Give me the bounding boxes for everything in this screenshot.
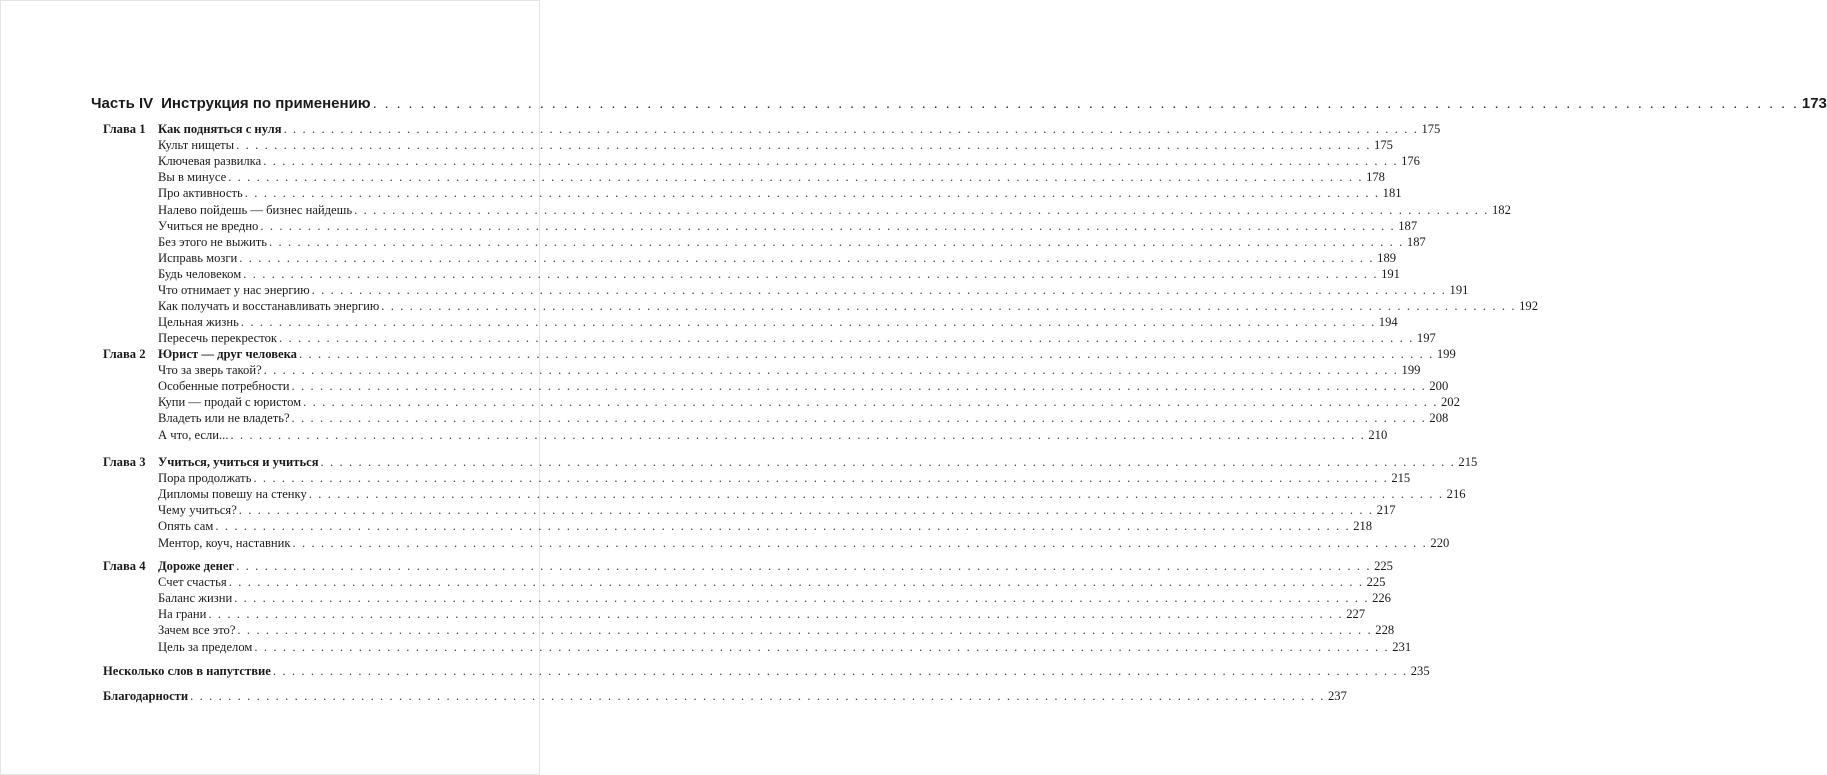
toc-section-entry-page-number: 227: [1346, 607, 1366, 622]
toc-section-entry-page-number: 178: [1366, 170, 1385, 185]
toc-section-entry-page-number: 181: [1382, 186, 1402, 201]
toc-section-entry-page-number: 176: [1401, 154, 1420, 169]
toc-section-entry[interactable]: [158, 606, 1366, 622]
toc-section-entry[interactable]: [158, 137, 1393, 153]
leader-dots: . . . . . . . . . . . . . . . . . . . . . . . . . . . . . . . . . . . . . . . . . . . . . . . . . . . . . . . . . . . . . . . . . . . . . . . . . . . . . . . . . . . . . . . . . . . . . . . . . . . . . . . . . . . . . . . . . . . . . . . .: [236, 559, 1372, 573]
toc-section-entry[interactable]: [158, 330, 1436, 346]
leader-dots: . . . . . . . . . . . . . . . . . . . . . . . . . . . . . . . . . . . . . . . . . . . . . . . . . . . . . . . . . . . . . . . . . . . . . . . . . . . . . . . . . . . . . . . . . . . . . . . . . . . . . . . . . . . . . . . . . . . . . . . .: [244, 186, 1380, 201]
toc-chapter-entry-title: Юрист — друг человека: [158, 347, 297, 361]
toc-section-entry-title: Цель за пределом: [158, 639, 253, 654]
toc-chapter-entry-title: Как подняться с нуля: [158, 122, 282, 136]
toc-section-entry-page-number: 208: [1429, 411, 1449, 426]
leader-dots: . . . . . . . . . . . . . . . . . . . . . . . . . . . . . . . . . . . . . . . . . . . . . . . . . . . . . . . . . . . . . . . . . . . . . . . . . . . . . . . . . . . . . . . . . . . . . . . . . . . . . . . . . . . . . . . . . . . . . . . .: [283, 122, 1419, 136]
toc-section-entry[interactable]: [158, 169, 1385, 185]
toc-chapter-entry[interactable]: [158, 121, 1441, 137]
toc-section-entry-page-number: 191: [1449, 283, 1469, 297]
toc-section-entry[interactable]: [158, 378, 1449, 394]
toc-section-entry-title: Счет счастья: [158, 575, 227, 590]
toc-section-entry[interactable]: [158, 266, 1400, 282]
part-label: Часть IV: [91, 95, 154, 112]
toc-section-entry-title: Будь человеком: [158, 266, 242, 281]
chapter-label: Глава 2: [103, 347, 146, 361]
toc-chapter-entry[interactable]: [158, 558, 1393, 574]
toc-closing-entry[interactable]: [103, 688, 1347, 704]
toc-section-entry[interactable]: [158, 218, 1418, 234]
leader-dots: . . . . . . . . . . . . . . . . . . . . . . . . . . . . . . . . . . . . . . . . . . . . . . . . . . . . . . . . . . . . . . . . . . . . . . . . . . . . . . . . . . . . . . . . . . . . . . . . . . . . . . . . . . . . . . . . . . . . . . . .: [254, 639, 1390, 654]
chapter-label: Глава 3: [103, 455, 146, 469]
toc-section-entry[interactable]: [158, 470, 1411, 486]
toc-section-entry[interactable]: [158, 639, 1412, 655]
toc-section-entry[interactable]: [158, 535, 1450, 551]
toc-closing-entry-page-number: 235: [1410, 664, 1430, 678]
toc-closing-entry[interactable]: [103, 663, 1430, 679]
leader-dots: . . . . . . . . . . . . . . . . . . . . . . . . . . . . . . . . . . . . . . . . . . . . . . . . . . . . . . . . . . . . . . . . . . . . . . . . . . . . . . . . . . . . . . . . . . . . . . . . . . . . . . . . . . . . . . . . . . . . . . . .: [298, 347, 1434, 361]
toc-section-entry[interactable]: [158, 362, 1421, 378]
toc-section-entry[interactable]: [158, 590, 1391, 606]
toc-section-entry-page-number: 228: [1375, 623, 1395, 638]
toc-section-entry-page-number: 215: [1391, 471, 1411, 486]
toc-section-entry-title: Купи — продай с юристом: [158, 395, 302, 410]
leader-dots: . . . . . . . . . . . . . . . . . . . . . . . . . . . . . . . . . . . . . . . . . . . . . . . . . . . . . . . . . . . . . . . . . . . . . . . . . . . . . . . . . . . . . . . . . . . . . . . . . . . . . . . . . . . . . . . . . . . . . . . .: [354, 202, 1489, 217]
toc-chapter-entry[interactable]: [158, 346, 1456, 362]
toc-section-entry-page-number: 210: [1368, 427, 1388, 442]
toc-chapter-entry-title: Учиться, учиться и учиться: [158, 455, 319, 469]
chapter-label: Глава 1: [103, 122, 146, 136]
leader-dots: . . . . . . . . . . . . . . . . . . . . . . . . . . . . . . . . . . . . . . . . . . . . . . . . . . . . . . . . . . . . . . . . . . . . . . . . . . . . . . . . . . . . . . . . . . . . . . . . . . . . . . . . . . . . . . . . . . . . . . . .: [263, 154, 1399, 169]
toc-section-entry-page-number: 197: [1416, 331, 1436, 346]
leader-dots: . . . . . . . . . . . . . . . . . . . . . . . . . . . . . . . . . . . . . . . . . . . . . . . . . . . . . . . . . . . . . . . . . . . . . . . . . . . . . . . . . . . . . . . . . . . . . . . . . . . . . . . . . . . . . . . . . . . . . . . .: [381, 299, 1517, 314]
leader-dots: . . . . . . . . . . . . . . . . . . . . . . . . . . . . . . . . . . . . . . . . . . . . . . . . . . . . . . . . . . . . . . . . . . . . . . . . . . . . . . . . . . . . . . . . . . . . . . . . . . . . . . . . . . . . . . . . . . . . . . . .: [279, 331, 1414, 346]
toc-section-entry-page-number: 191: [1381, 266, 1400, 281]
toc-section-entry-page-number: 194: [1378, 315, 1398, 330]
toc-section-entry[interactable]: [158, 394, 1460, 410]
chapter-label: Глава 4: [103, 559, 146, 573]
leader-dots: . . . . . . . . . . . . . . . . . . . . . . . . . . . . . . . . . . . . . . . . . . . . . . . . . . . . . . . . . . . . . . . . . . . . . . . . . . . . . . . . . . . . . . . . . . . . . . . . . . . . . . . . . . . . . . . . . . . . . . . .: [372, 95, 1799, 112]
part-page-number: 173: [1801, 95, 1827, 112]
leader-dots: . . . . . . . . . . . . . . . . . . . . . . . . . . . . . . . . . . . . . . . . . . . . . . . . . . . . . . . . . . . . . . . . . . . . . . . . . . . . . . . . . . . . . . . . . . . . . . . . . . . . . . . . . . . . . . . . . . . . . . . .: [308, 487, 1444, 502]
leader-dots: . . . . . . . . . . . . . . . . . . . . . . . . . . . . . . . . . . . . . . . . . . . . . . . . . . . . . . . . . . . . . . . . . . . . . . . . . . . . . . . . . . . . . . . . . . . . . . . . . . . . . . . . . . . . . . . . . . . . . . . .: [240, 315, 1376, 330]
toc-section-entry-page-number: 175: [1374, 138, 1393, 153]
toc-section-entry-title: Что за зверь такой?: [158, 363, 262, 378]
toc-section-entry-title: Ментор, коуч, наставник: [158, 535, 291, 550]
toc-section-entry-title: Культ нищеты: [158, 138, 235, 153]
toc-section-entry-title: Особенные потребности: [158, 379, 290, 394]
leader-dots: . . . . . . . . . . . . . . . . . . . . . . . . . . . . . . . . . . . . . . . . . . . . . . . . . . . . . . . . . . . . . . . . . . . . . . . . . . . . . . . . . . . . . . . . . . . . . . . . . . . . . . . . . . . . . . . . . . . . . . . .: [303, 395, 1438, 410]
toc-section-entry-page-number: 192: [1519, 299, 1539, 314]
leader-dots: . . . . . . . . . . . . . . . . . . . . . . . . . . . . . . . . . . . . . . . . . . . . . . . . . . . . . . . . . . . . . . . . . . . . . . . . . . . . . . . . . . . . . . . . . . . . . . . . . . . . . . . . . . . . . . . . . . . . . . . .: [236, 138, 1372, 153]
toc-section-entry-page-number: 231: [1392, 639, 1412, 654]
toc-chapter-entry-page-number: 175: [1421, 122, 1441, 136]
toc-section-entry-page-number: 226: [1372, 591, 1391, 606]
toc-section-entry[interactable]: [158, 153, 1420, 169]
toc-section-entry-title: Владеть или не владеть?: [158, 411, 290, 426]
toc-section-entry-title: Пересечь перекресток: [158, 331, 278, 346]
toc-section-entry-title: Учиться не вредно: [158, 218, 259, 233]
toc-section-entry-title: Дипломы повешу на стенку: [158, 487, 307, 502]
leader-dots: . . . . . . . . . . . . . . . . . . . . . . . . . . . . . . . . . . . . . . . . . . . . . . . . . . . . . . . . . . . . . . . . . . . . . . . . . . . . . . . . . . . . . . . . . . . . . . . . . . . . . . . . . . . . . . . . . . . . . . . .: [228, 170, 1364, 185]
toc-chapter-entry-page-number: 225: [1374, 559, 1393, 573]
toc-chapter-entry-page-number: 199: [1436, 347, 1456, 361]
toc-section-entry[interactable]: [158, 282, 1469, 298]
toc-closing-entry-title: Благодарности: [103, 689, 189, 703]
toc-section-entry-page-number: 216: [1446, 487, 1466, 502]
leader-dots: . . . . . . . . . . . . . . . . . . . . . . . . . . . . . . . . . . . . . . . . . . . . . . . . . . . . . . . . . . . . . . . . . . . . . . . . . . . . . . . . . . . . . . . . . . . . . . . . . . . . . . . . . . . . . . . . . . . . . . . .: [230, 427, 1366, 442]
leader-dots: . . . . . . . . . . . . . . . . . . . . . . . . . . . . . . . . . . . . . . . . . . . . . . . . . . . . . . . . . . . . . . . . . . . . . . . . . . . . . . . . . . . . . . . . . . . . . . . . . . . . . . . . . . . . . . . . . . . . . . . .: [215, 519, 1351, 534]
toc-section-entry-page-number: 187: [1406, 234, 1426, 249]
toc-section-entry[interactable]: [158, 518, 1373, 534]
toc-section-entry-title: Пора продолжать: [158, 471, 252, 486]
toc-section-entry[interactable]: [158, 622, 1395, 638]
toc-section-entry[interactable]: [158, 250, 1397, 266]
toc-section-entry-title: Ключевая развилка: [158, 154, 262, 169]
leader-dots: . . . . . . . . . . . . . . . . . . . . . . . . . . . . . . . . . . . . . . . . . . . . . . . . . . . . . . . . . . . . . . . . . . . . . . . . . . . . . . . . . . . . . . . . . . . . . . . . . . . . . . . . . . . . . . . . . . . . . . . .: [238, 503, 1374, 518]
leader-dots: . . . . . . . . . . . . . . . . . . . . . . . . . . . . . . . . . . . . . . . . . . . . . . . . . . . . . . . . . . . . . . . . . . . . . . . . . . . . . . . . . . . . . . . . . . . . . . . . . . . . . . . . . . . . . . . . . . . . . . . .: [291, 379, 1427, 394]
toc-section-entry-title: На грани: [158, 607, 207, 622]
toc-section-entry-page-number: 187: [1398, 218, 1418, 233]
leader-dots: . . . . . . . . . . . . . . . . . . . . . . . . . . . . . . . . . . . . . . . . . . . . . . . . . . . . . . . . . . . . . . . . . . . . . . . . . . . . . . . . . . . . . . . . . . . . . . . . . . . . . . . . . . . . . . . . . . . . . . . .: [208, 607, 1344, 622]
leader-dots: . . . . . . . . . . . . . . . . . . . . . . . . . . . . . . . . . . . . . . . . . . . . . . . . . . . . . . . . . . . . . . . . . . . . . . . . . . . . . . . . . . . . . . . . . . . . . . . . . . . . . . . . . . . . . . . . . . . . . . . .: [291, 411, 1427, 426]
toc-section-entry[interactable]: [158, 185, 1402, 201]
toc-section-entry-page-number: 220: [1430, 535, 1450, 550]
toc-closing-entry-page-number: 237: [1328, 689, 1347, 703]
leader-dots: . . . . . . . . . . . . . . . . . . . . . . . . . . . . . . . . . . . . . . . . . . . . . . . . . . . . . . . . . . . . . . . . . . . . . . . . . . . . . . . . . . . . . . . . . . . . . . . . . . . . . . . . . . . . . . . . . . . . . . . .: [253, 471, 1389, 486]
toc-part-heading[interactable]: [91, 94, 1827, 114]
toc-section-entry[interactable]: [158, 202, 1511, 218]
toc-chapter-entry-title: Дороже денег: [158, 559, 235, 573]
leader-dots: . . . . . . . . . . . . . . . . . . . . . . . . . . . . . . . . . . . . . . . . . . . . . . . . . . . . . . . . . . . . . . . . . . . . . . . . . . . . . . . . . . . . . . . . . . . . . . . . . . . . . . . . . . . . . . . . . . . . . . . .: [190, 689, 1325, 703]
toc-section-entry-page-number: 189: [1377, 250, 1397, 265]
leader-dots: . . . . . . . . . . . . . . . . . . . . . . . . . . . . . . . . . . . . . . . . . . . . . . . . . . . . . . . . . . . . . . . . . . . . . . . . . . . . . . . . . . . . . . . . . . . . . . . . . . . . . . . . . . . . . . . . . . . . . . . .: [292, 535, 1428, 550]
toc-chapter-entry[interactable]: [158, 454, 1478, 470]
toc-section-entry-title: Вы в минусе: [158, 170, 227, 185]
toc-section-entry[interactable]: [158, 486, 1466, 502]
toc-section-entry[interactable]: [158, 298, 1539, 314]
toc-section-entry-page-number: 182: [1491, 202, 1511, 217]
leader-dots: . . . . . . . . . . . . . . . . . . . . . . . . . . . . . . . . . . . . . . . . . . . . . . . . . . . . . . . . . . . . . . . . . . . . . . . . . . . . . . . . . . . . . . . . . . . . . . . . . . . . . . . . . . . . . . . . . . . . . . . .: [269, 234, 1404, 249]
toc-section-entry-title: Баланс жизни: [158, 591, 233, 606]
leader-dots: . . . . . . . . . . . . . . . . . . . . . . . . . . . . . . . . . . . . . . . . . . . . . . . . . . . . . . . . . . . . . . . . . . . . . . . . . . . . . . . . . . . . . . . . . . . . . . . . . . . . . . . . . . . . . . . . . . . . . . . .: [237, 623, 1373, 638]
toc-section-entry[interactable]: [158, 427, 1388, 443]
toc-section-entry[interactable]: [158, 502, 1396, 518]
toc-closing-entry-title: Несколько слов в напутствие: [103, 664, 271, 678]
toc-section-entry-page-number: 202: [1441, 395, 1460, 410]
toc-section-entry[interactable]: [158, 574, 1386, 590]
toc-section-entry-title: Без этого не выжить: [158, 234, 268, 249]
toc-section-entry-title: Как получать и восстанавливать энергию: [158, 299, 380, 314]
leader-dots: . . . . . . . . . . . . . . . . . . . . . . . . . . . . . . . . . . . . . . . . . . . . . . . . . . . . . . . . . . . . . . . . . . . . . . . . . . . . . . . . . . . . . . . . . . . . . . . . . . . . . . . . . . . . . . . . . . . . . . . .: [272, 664, 1408, 678]
leader-dots: . . . . . . . . . . . . . . . . . . . . . . . . . . . . . . . . . . . . . . . . . . . . . . . . . . . . . . . . . . . . . . . . . . . . . . . . . . . . . . . . . . . . . . . . . . . . . . . . . . . . . . . . . . . . . . . . . . . . . . . .: [234, 591, 1370, 606]
toc-section-entry-page-number: 225: [1366, 575, 1386, 590]
leader-dots: . . . . . . . . . . . . . . . . . . . . . . . . . . . . . . . . . . . . . . . . . . . . . . . . . . . . . . . . . . . . . . . . . . . . . . . . . . . . . . . . . . . . . . . . . . . . . . . . . . . . . . . . . . . . . . . . . . . . . . . .: [228, 575, 1364, 590]
leader-dots: . . . . . . . . . . . . . . . . . . . . . . . . . . . . . . . . . . . . . . . . . . . . . . . . . . . . . . . . . . . . . . . . . . . . . . . . . . . . . . . . . . . . . . . . . . . . . . . . . . . . . . . . . . . . . . . . . . . . . . . .: [239, 250, 1375, 265]
toc-section-entry-page-number: 217: [1376, 503, 1396, 518]
toc-section-entry[interactable]: [158, 314, 1398, 330]
toc-section-entry-title: Зачем все это?: [158, 623, 236, 638]
part-title: Инструкция по применению: [161, 95, 371, 112]
leader-dots: . . . . . . . . . . . . . . . . . . . . . . . . . . . . . . . . . . . . . . . . . . . . . . . . . . . . . . . . . . . . . . . . . . . . . . . . . . . . . . . . . . . . . . . . . . . . . . . . . . . . . . . . . . . . . . . . . . . . . . . .: [243, 266, 1379, 281]
toc-section-entry-title: Что отнимает у нас энергию: [158, 283, 310, 297]
toc-section-entry-title: Опять сам: [158, 519, 214, 534]
toc-section-entry-page-number: 218: [1353, 519, 1373, 534]
toc-section-entry-title: Исправь мозги: [158, 250, 238, 265]
toc-section-entry[interactable]: [158, 410, 1449, 426]
toc-section-entry-title: Цельная жизнь: [158, 315, 239, 330]
leader-dots: . . . . . . . . . . . . . . . . . . . . . . . . . . . . . . . . . . . . . . . . . . . . . . . . . . . . . . . . . . . . . . . . . . . . . . . . . . . . . . . . . . . . . . . . . . . . . . . . . . . . . . . . . . . . . . . . . . . . . . . .: [263, 363, 1399, 378]
toc-section-entry-page-number: 200: [1429, 379, 1449, 394]
toc-chapter-entry-page-number: 215: [1458, 455, 1478, 469]
leader-dots: . . . . . . . . . . . . . . . . . . . . . . . . . . . . . . . . . . . . . . . . . . . . . . . . . . . . . . . . . . . . . . . . . . . . . . . . . . . . . . . . . . . . . . . . . . . . . . . . . . . . . . . . . . . . . . . . . . . . . . . .: [311, 283, 1447, 297]
toc-section-entry-title: Про активность: [158, 186, 243, 201]
leader-dots: . . . . . . . . . . . . . . . . . . . . . . . . . . . . . . . . . . . . . . . . . . . . . . . . . . . . . . . . . . . . . . . . . . . . . . . . . . . . . . . . . . . . . . . . . . . . . . . . . . . . . . . . . . . . . . . . . . . . . . . .: [320, 455, 1456, 469]
leader-dots: . . . . . . . . . . . . . . . . . . . . . . . . . . . . . . . . . . . . . . . . . . . . . . . . . . . . . . . . . . . . . . . . . . . . . . . . . . . . . . . . . . . . . . . . . . . . . . . . . . . . . . . . . . . . . . . . . . . . . . . .: [260, 218, 1396, 233]
toc-section-entry-title: Налево пойдешь — бизнес найдешь: [158, 202, 353, 217]
toc-section-entry-title: Чему учиться?: [158, 503, 237, 518]
toc-section-entry-title: А что, если...: [158, 427, 229, 442]
toc-section-entry[interactable]: [158, 234, 1426, 250]
toc-section-entry-page-number: 199: [1401, 363, 1421, 378]
